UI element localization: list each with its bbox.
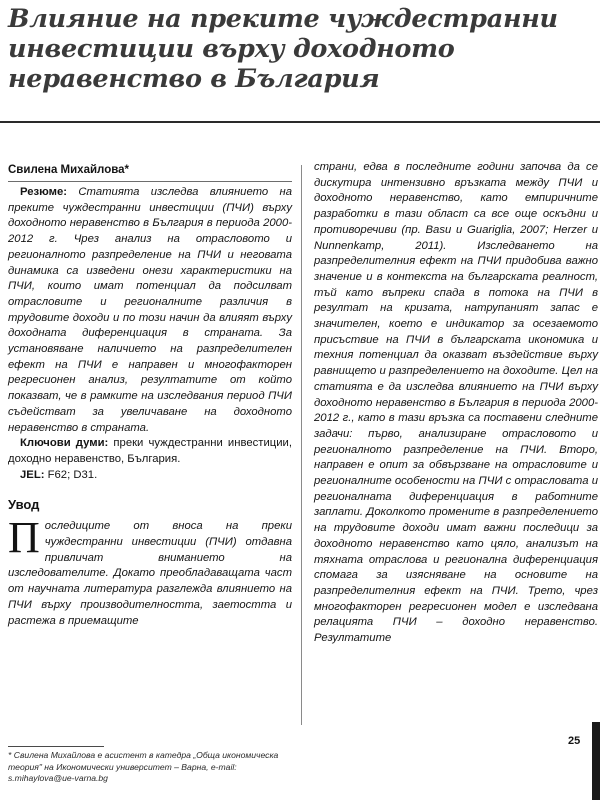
right-column-text: страни, едва в последните години започва да се дискутира интензивно връзката между ПЧИ и доходното неравенство, като емпиричните разработки в тази област са все още оскъдни и противоречиви (пр. Basu и Guariglia, 2007; Herzer и Nunnenkamp, 2011). Изследването на разпределителния ефект на ПЧИ придобива важно значение и в контекста на българската реалност, тъй като въпреки спада в потока на ПЧИ в резултат на кризата, натрупаният запас е значителен, което е индикатор за осезаемото присъствие на ПЧИ в българската икономика и техния потенциал да оказват въздействие върху равнището и разпределението на доходите. Цел на статията е да изследва влиянието на ПЧИ върху доходното неравенство в България в периода 2000-2012 г., като в тази връзка са поставени следните задачи: първо, анализиране отрасловото и регионалното разпределение на ПЧИ. Второ, направен е опит за обвързване на отрасловите и регионалните особености на ПЧИ с отрасловата и регионалната диференциация в работните заплати. Доколкото промените в разпределението на трудовите доходи имат важни последици за доходното неравенство като цяло, анализът на тяхната отраслова и регионална диференциация спомага за изясняване на основите на разпределителния ефект на ПЧИ. Трето, чрез многофакторен регресионен модел е изследвана релацията ПЧИ – доходно неравенство. Резултатите: [314, 161, 598, 645]
intro-paragraph: [8, 513, 292, 629]
abstract: [8, 185, 292, 436]
drop-cap: П: [8, 513, 40, 563]
keywords-label: Ключови думи:: [20, 437, 109, 450]
footnote-rule: [8, 746, 104, 747]
jel-codes: [8, 468, 292, 484]
author-name: Свилена Михайлова*: [8, 162, 292, 182]
article-title: Влияние на преките чуждестранни инвестиции върху доходното неравенство в България: [8, 4, 558, 94]
jel-label: JEL:: [20, 468, 45, 481]
intro-text: оследиците от вноса на преки чуждестранни инвестиции (ПЧИ) отдавна привличат вниманието на изследователите. Докато преобладаващата част от научната литература разглежда влиянието на ПЧИ върху производителността, заетостта и растежа в приемащите: [8, 520, 292, 627]
keywords: [8, 436, 292, 467]
footnote: * Свилена Михайлова е асистент в катедра „Обща икономическа теория" на Икономически университет – Варна, e-mail: s.mihaylova@ue-varna.bg: [8, 750, 279, 783]
column-divider: [301, 165, 302, 725]
left-column: [8, 162, 292, 629]
right-column: [314, 160, 598, 647]
title-rule: [0, 121, 600, 123]
section-heading-intro: Увод: [8, 497, 40, 513]
abstract-label: Резюме:: [20, 186, 68, 198]
page-number: 25: [568, 735, 581, 747]
jel-text: F62; D31.: [44, 468, 98, 481]
page-edge-bar: [592, 722, 600, 800]
abstract-text: Статията изследва влиянието на преките чуждестранни инвестиции (ПЧИ) върху доходното неравенство в България в периода 2000-2012 г. Чрез анализ на отрасловото и регионалното разпределение на ПЧИ и неговата динамика са изведени онези характеристики на ПЧИ, които имат потенциал да подсилват отрасловите и регионалните различия в трудовите доходи и по този начин да влияят върху доходната диференциация в страната. За установяване наличието на разпределителен ефект на ПЧИ е направен и многофакторен регресионен анализ, резултатите от който показват, че в рамките на изследвания период ПЧИ съдействат за увеличаване на доходното неравенство в страната.: [8, 186, 292, 434]
keywords-text: преки чуждестранни инвестиции, доходно неравенство, България.: [8, 437, 292, 465]
